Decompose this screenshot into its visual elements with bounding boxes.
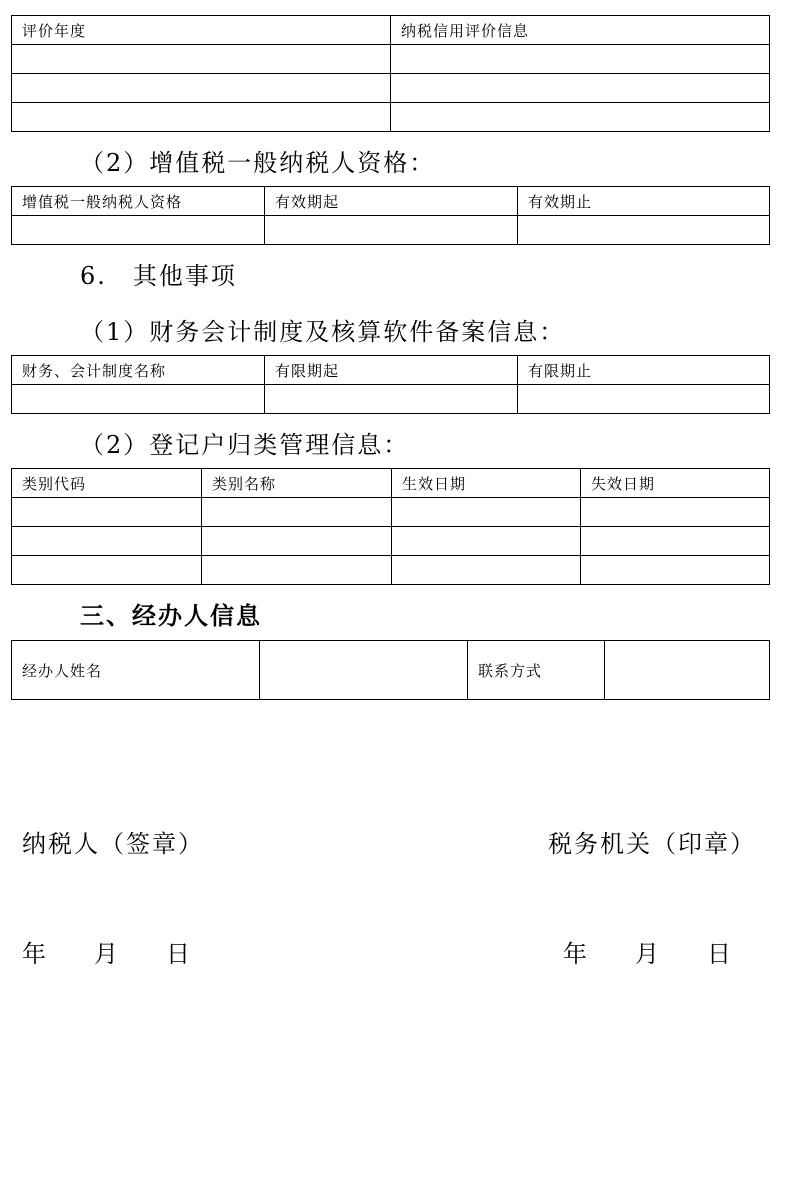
table-cell[interactable]	[202, 527, 392, 556]
table-row	[12, 45, 770, 74]
header-credit-info: 纳税信用评价信息	[391, 16, 770, 45]
table-row	[12, 527, 770, 556]
year-label: 年	[22, 940, 46, 968]
table-cell[interactable]	[202, 498, 392, 527]
table-row	[12, 556, 770, 585]
table-cell[interactable]	[392, 527, 581, 556]
month-label: 月	[94, 940, 118, 968]
other-items-heading: 6. 其他事项	[80, 262, 237, 290]
header-effective-date: 生效日期	[392, 469, 581, 498]
day-label: 日	[707, 940, 731, 968]
header-category-name: 类别名称	[202, 469, 392, 498]
month-label: 月	[635, 940, 659, 968]
table-cell[interactable]	[581, 556, 770, 585]
tax-authority-date	[563, 934, 731, 969]
table-cell[interactable]	[12, 527, 202, 556]
agent-heading: 三、经办人信息	[80, 602, 262, 630]
year-label: 年	[563, 940, 587, 968]
taxpayer-date	[22, 934, 190, 969]
agent-table	[11, 640, 770, 700]
vat-heading: （2）增值税一般纳税人资格：	[80, 149, 436, 177]
table-cell[interactable]	[265, 216, 518, 245]
header-limit-from: 有限期起	[265, 356, 518, 385]
table-cell[interactable]	[581, 498, 770, 527]
classification-heading: （2）登记户归类管理信息：	[80, 431, 410, 459]
table-cell[interactable]	[518, 385, 770, 414]
table-row	[12, 385, 770, 414]
header-limit-to: 有限期止	[518, 356, 770, 385]
table-cell[interactable]	[391, 103, 770, 132]
table-cell[interactable]	[391, 74, 770, 103]
table-cell[interactable]	[12, 103, 391, 132]
table-row	[12, 74, 770, 103]
taxpayer-signature-label: 纳税人（签章）	[22, 830, 204, 858]
agent-name-input[interactable]	[260, 641, 468, 700]
table-cell[interactable]	[12, 556, 202, 585]
table-row	[12, 103, 770, 132]
vat-qualification-table	[11, 186, 770, 245]
table-cell[interactable]	[581, 527, 770, 556]
table-cell[interactable]	[12, 216, 265, 245]
table-cell[interactable]	[391, 45, 770, 74]
day-label: 日	[166, 940, 190, 968]
header-valid-to: 有效期止	[518, 187, 770, 216]
header-accounting-system: 财务、会计制度名称	[12, 356, 265, 385]
table-cell[interactable]	[392, 556, 581, 585]
table-cell[interactable]	[12, 498, 202, 527]
header-evaluation-year: 评价年度	[12, 16, 391, 45]
credit-evaluation-table	[11, 15, 770, 132]
table-cell[interactable]	[265, 385, 518, 414]
table-cell[interactable]	[12, 74, 391, 103]
accounting-heading: （1）财务会计制度及核算软件备案信息：	[80, 318, 566, 346]
contact-input[interactable]	[605, 641, 770, 700]
table-cell[interactable]	[12, 385, 265, 414]
table-cell[interactable]	[202, 556, 392, 585]
classification-table	[11, 468, 770, 585]
table-row	[12, 216, 770, 245]
tax-authority-seal-label: 税务机关（印章）	[548, 830, 756, 858]
header-expiry-date: 失效日期	[581, 469, 770, 498]
contact-label: 联系方式	[468, 641, 605, 700]
table-cell[interactable]	[12, 45, 391, 74]
agent-name-label: 经办人姓名	[12, 641, 260, 700]
header-category-code: 类别代码	[12, 469, 202, 498]
accounting-table	[11, 355, 770, 414]
header-vat-qualification: 增值税一般纳税人资格	[12, 187, 265, 216]
table-cell[interactable]	[392, 498, 581, 527]
table-row	[12, 498, 770, 527]
table-cell[interactable]	[518, 216, 770, 245]
header-valid-from: 有效期起	[265, 187, 518, 216]
